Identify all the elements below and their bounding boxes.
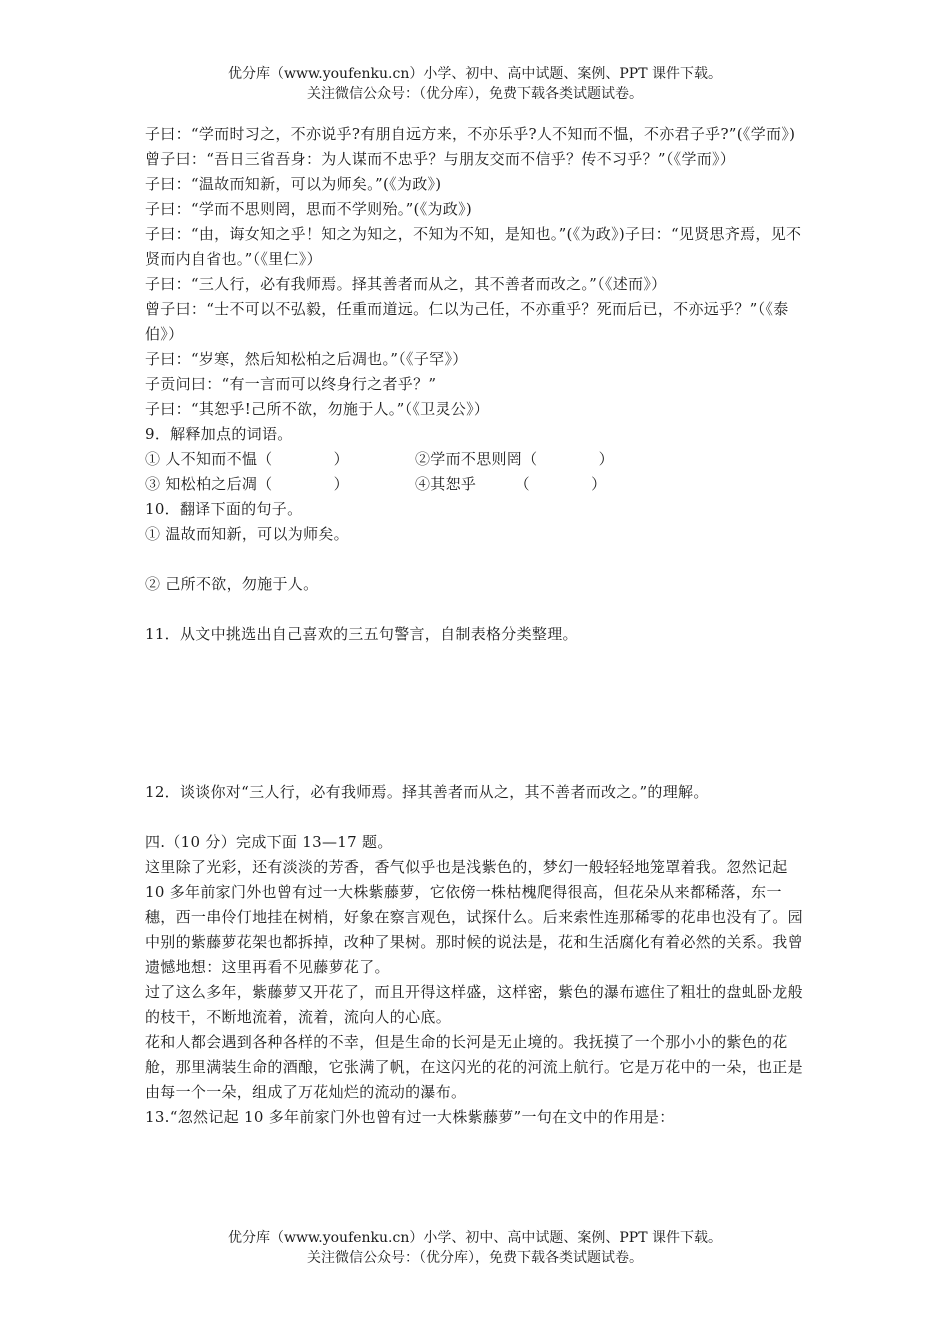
page-header [0, 64, 950, 104]
passage-paragraph-1: 这里除了光彩，还有淡淡的芳香，香气似乎也是浅紫色的，梦幻一般轻轻地笼罩着我。忽然记起 10 多年前家门外也曾有过一大株紫藤萝，它依傍一株枯槐爬得很高，但花朵从来都稀落，东一穗，西一串伶仃地挂在树梢，好象在察言观色，试探什么。后来索性连那稀零的花串也没有了。园中别的紫藤萝花架也都拆掉，改种了果树。那时候的说法是，花和生活腐化有着必然的关系。我曾遗憾地想：这里再看不见藤萝花了。 [145, 858, 803, 976]
answer-space [145, 547, 810, 572]
quote-9: 子贡问曰：“有一言而可以终身行之者乎？” [145, 375, 437, 393]
question-9-title: 9．解释加点的词语。 [145, 425, 293, 443]
quote-5: 子曰：“由，诲女知之乎！知之为知之，不知为不知，是知也。”(《为政》)子曰：“见贤思齐焉，见不贤而内自省也。”（《里仁》） [145, 225, 802, 268]
header-line-1: 优分库（www.youfenku.cn）小学、初中、高中试题、案例、PPT 课件下载。 [227, 66, 722, 82]
page-footer [0, 1228, 950, 1268]
question-10-sentence-1: ① 温故而知新，可以为师矣。 [145, 525, 349, 543]
section-4-title: 四.（10 分）完成下面 13—17 题。 [145, 833, 393, 851]
quote-10: 子曰：“其恕乎!己所不欲，勿施于人。”（《卫灵公》） [145, 400, 490, 418]
header-line-2: 关注微信公众号：（优分库），免费下载各类试题试卷。 [307, 86, 643, 102]
question-10-title: 10．翻译下面的句子。 [145, 500, 303, 518]
question-9-row-1 [145, 447, 810, 472]
quote-4: 子曰：“学而不思则罔，思而不学则殆。”(《为政》) [145, 200, 473, 218]
footer-line-2: 关注微信公众号：（优分库），免费下载各类试题试卷。 [307, 1250, 643, 1266]
question-9-item-1: ① 人不知而不愠（ ） [145, 450, 349, 468]
quote-2: 曾子曰：“吾日三省吾身：为人谋而不忠乎？与朋友交而不信乎？传不习乎？”（《学而》） [145, 150, 736, 168]
answer-space [145, 597, 810, 622]
question-11: 11．从文中挑选出自己喜欢的三五句警言，自制表格分类整理。 [145, 625, 578, 643]
quote-1: 子曰：“学而时习之，不亦说乎?有朋自远方来，不亦乐乎?人不知而不愠，不亦君子乎?”(《学而》) [145, 125, 796, 143]
quote-3: 子曰：“温故而知新，可以为师矣。”(《为政》) [145, 175, 442, 193]
question-9-item-4: ④其恕乎 （ ） [415, 475, 607, 493]
quote-6: 子曰：“三人行，必有我师焉。择其善者而从之，其不善者而改之。”（《述而》） [145, 275, 667, 293]
passage-paragraph-3: 花和人都会遇到各种各样的不幸，但是生命的长河是无止境的。我抚摸了一个那小小的紫色的花舱，那里满装生命的酒酿，它张满了帆，在这闪光的花的河流上航行。它是万花中的一朵，也正是由每一个一朵，组成了万花灿烂的流动的瀑布。 [145, 1033, 803, 1101]
question-12: 12．谈谈你对“三人行，必有我师焉。择其善者而从之，其不善者而改之。”的理解。 [145, 783, 709, 801]
passage-paragraph-2: 过了这么多年，紫藤萝又开花了，而且开得这样盛，这样密，紫色的瀑布遮住了粗壮的盘虬卧龙般的枝干，不断地流着，流着，流向人的心底。 [145, 983, 803, 1026]
question-9-item-3: ③ 知松柏之后凋（ ） [145, 475, 349, 493]
quote-8: 子曰：“岁寒，然后知松柏之后凋也。”（《子罕》） [145, 350, 468, 368]
question-10-sentence-2: ② 己所不欲，勿施于人。 [145, 575, 319, 593]
quote-7: 曾子曰：“士不可以不弘毅，任重而道远。仁以为己任，不亦重乎？死而后已，不亦远乎？”（《泰伯》） [145, 300, 789, 343]
answer-space [145, 647, 810, 780]
answer-space [145, 805, 810, 830]
question-9-item-2: ②学而不思则罔（ ） [415, 450, 614, 468]
footer-line-1: 优分库（www.youfenku.cn）小学、初中、高中试题、案例、PPT 课件下载。 [227, 1230, 722, 1246]
question-9-row-2 [145, 472, 810, 497]
question-13: 13.“忽然记起 10 多年前家门外也曾有过一大株紫藤萝”一句在文中的作用是： [145, 1108, 675, 1126]
document-body [145, 122, 810, 1130]
